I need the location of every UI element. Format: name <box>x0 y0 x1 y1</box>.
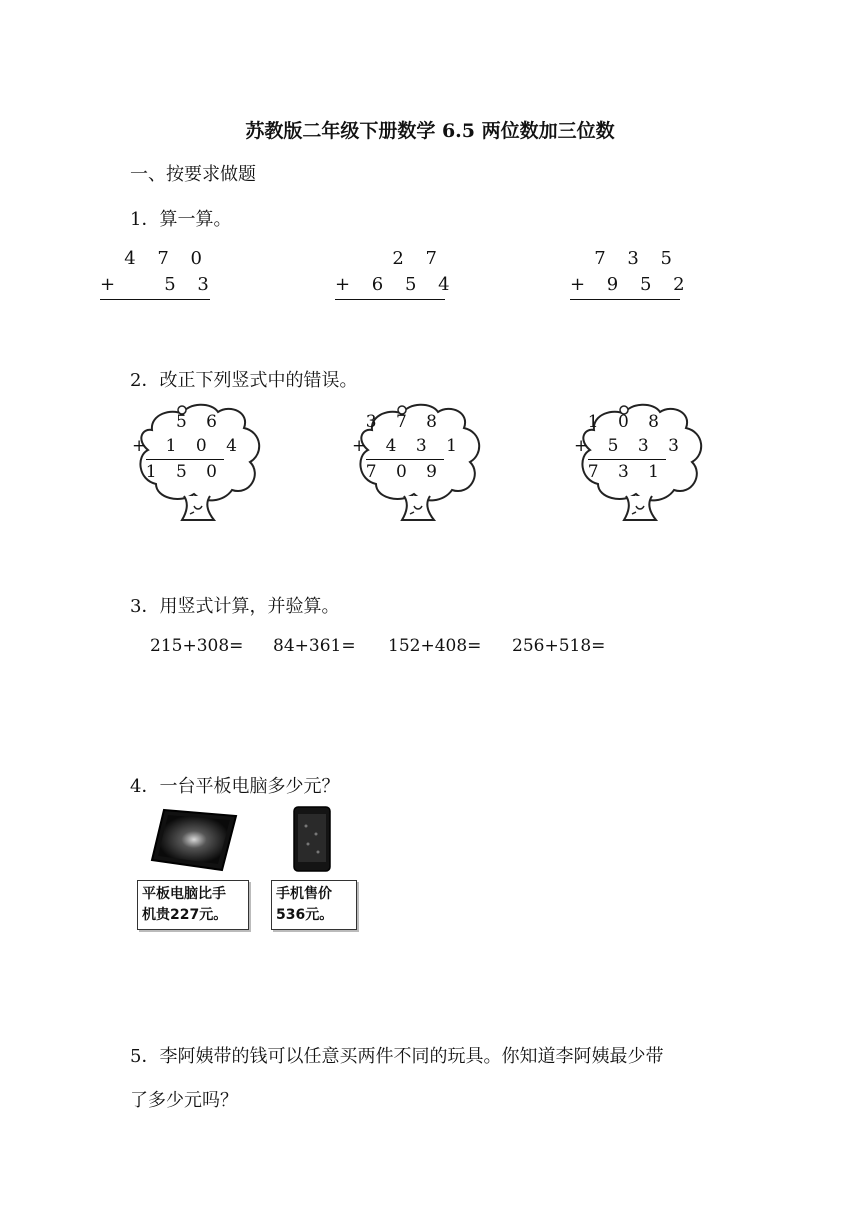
addition-problem-1 <box>100 246 217 300</box>
tree-problem-3 <box>574 400 714 525</box>
sum-line <box>100 299 210 300</box>
expression-2: 84+361= <box>273 636 356 656</box>
vertical-addition <box>132 410 244 484</box>
vertical-addition <box>352 410 464 484</box>
addend-top: 2 7 <box>392 248 445 269</box>
phone-note-line-2: 536元。 <box>276 907 334 923</box>
expression-3: 152+408= <box>388 636 482 656</box>
question-3-label: 3．用竖式计算，并验算。 <box>130 596 340 617</box>
question-1-label: 1．算一算。 <box>130 209 232 230</box>
addend-bottom: + 5 3 <box>100 274 217 295</box>
sum-result: 1 5 0 <box>145 462 224 482</box>
phone-image <box>292 806 332 872</box>
addend-bottom: + 5 3 3 <box>574 436 686 456</box>
addend-bottom: + 1 0 4 <box>132 436 244 456</box>
tablet-note-line-1: 平板电脑比手 <box>142 886 226 902</box>
vertical-addition <box>574 410 686 484</box>
addend-top: 1 0 8 <box>587 412 666 432</box>
sum-line <box>570 299 680 300</box>
addition-problem-3 <box>570 246 693 300</box>
tree-problem-2 <box>352 400 492 525</box>
question-5-line-1: 5．李阿姨带的钱可以任意买两件不同的玩具。你知道李阿姨最少带 <box>130 1046 664 1067</box>
tablet-note-line-2: 机贵227元。 <box>142 907 228 923</box>
question-4-label: 4．一台平板电脑多少元？ <box>130 776 340 797</box>
addend-top: 5 6 <box>175 412 224 432</box>
expression-4: 256+518= <box>512 636 606 656</box>
sum-result: 7 3 1 <box>587 462 666 482</box>
expression-1: 215+308= <box>150 636 244 656</box>
addend-bottom: + 4 3 1 <box>352 436 464 456</box>
addend-top: 7 3 5 <box>594 248 680 269</box>
addend-top: 3 7 8 <box>365 412 444 432</box>
tablet-image <box>150 808 240 872</box>
question-5-line-2: 了多少元吗？ <box>130 1090 238 1111</box>
sum-result: 7 0 9 <box>365 462 444 482</box>
tablet-price-note <box>137 880 249 930</box>
addend-bottom: + 6 5 4 <box>335 274 458 295</box>
phone-note-line-1: 手机售价 <box>276 886 332 902</box>
addition-problem-2 <box>335 246 458 300</box>
page-title: 苏教版二年级下册数学 6.5 两位数加三位数 <box>245 120 615 142</box>
addend-bottom: + 9 5 2 <box>570 274 693 295</box>
tree-problem-1 <box>132 400 272 525</box>
section-heading: 一、按要求做题 <box>130 164 256 185</box>
phone-price-note <box>271 880 357 930</box>
sum-line <box>335 299 445 300</box>
addend-top: 4 7 0 <box>124 248 210 269</box>
question-2-label: 2．改正下列竖式中的错误。 <box>130 370 358 391</box>
